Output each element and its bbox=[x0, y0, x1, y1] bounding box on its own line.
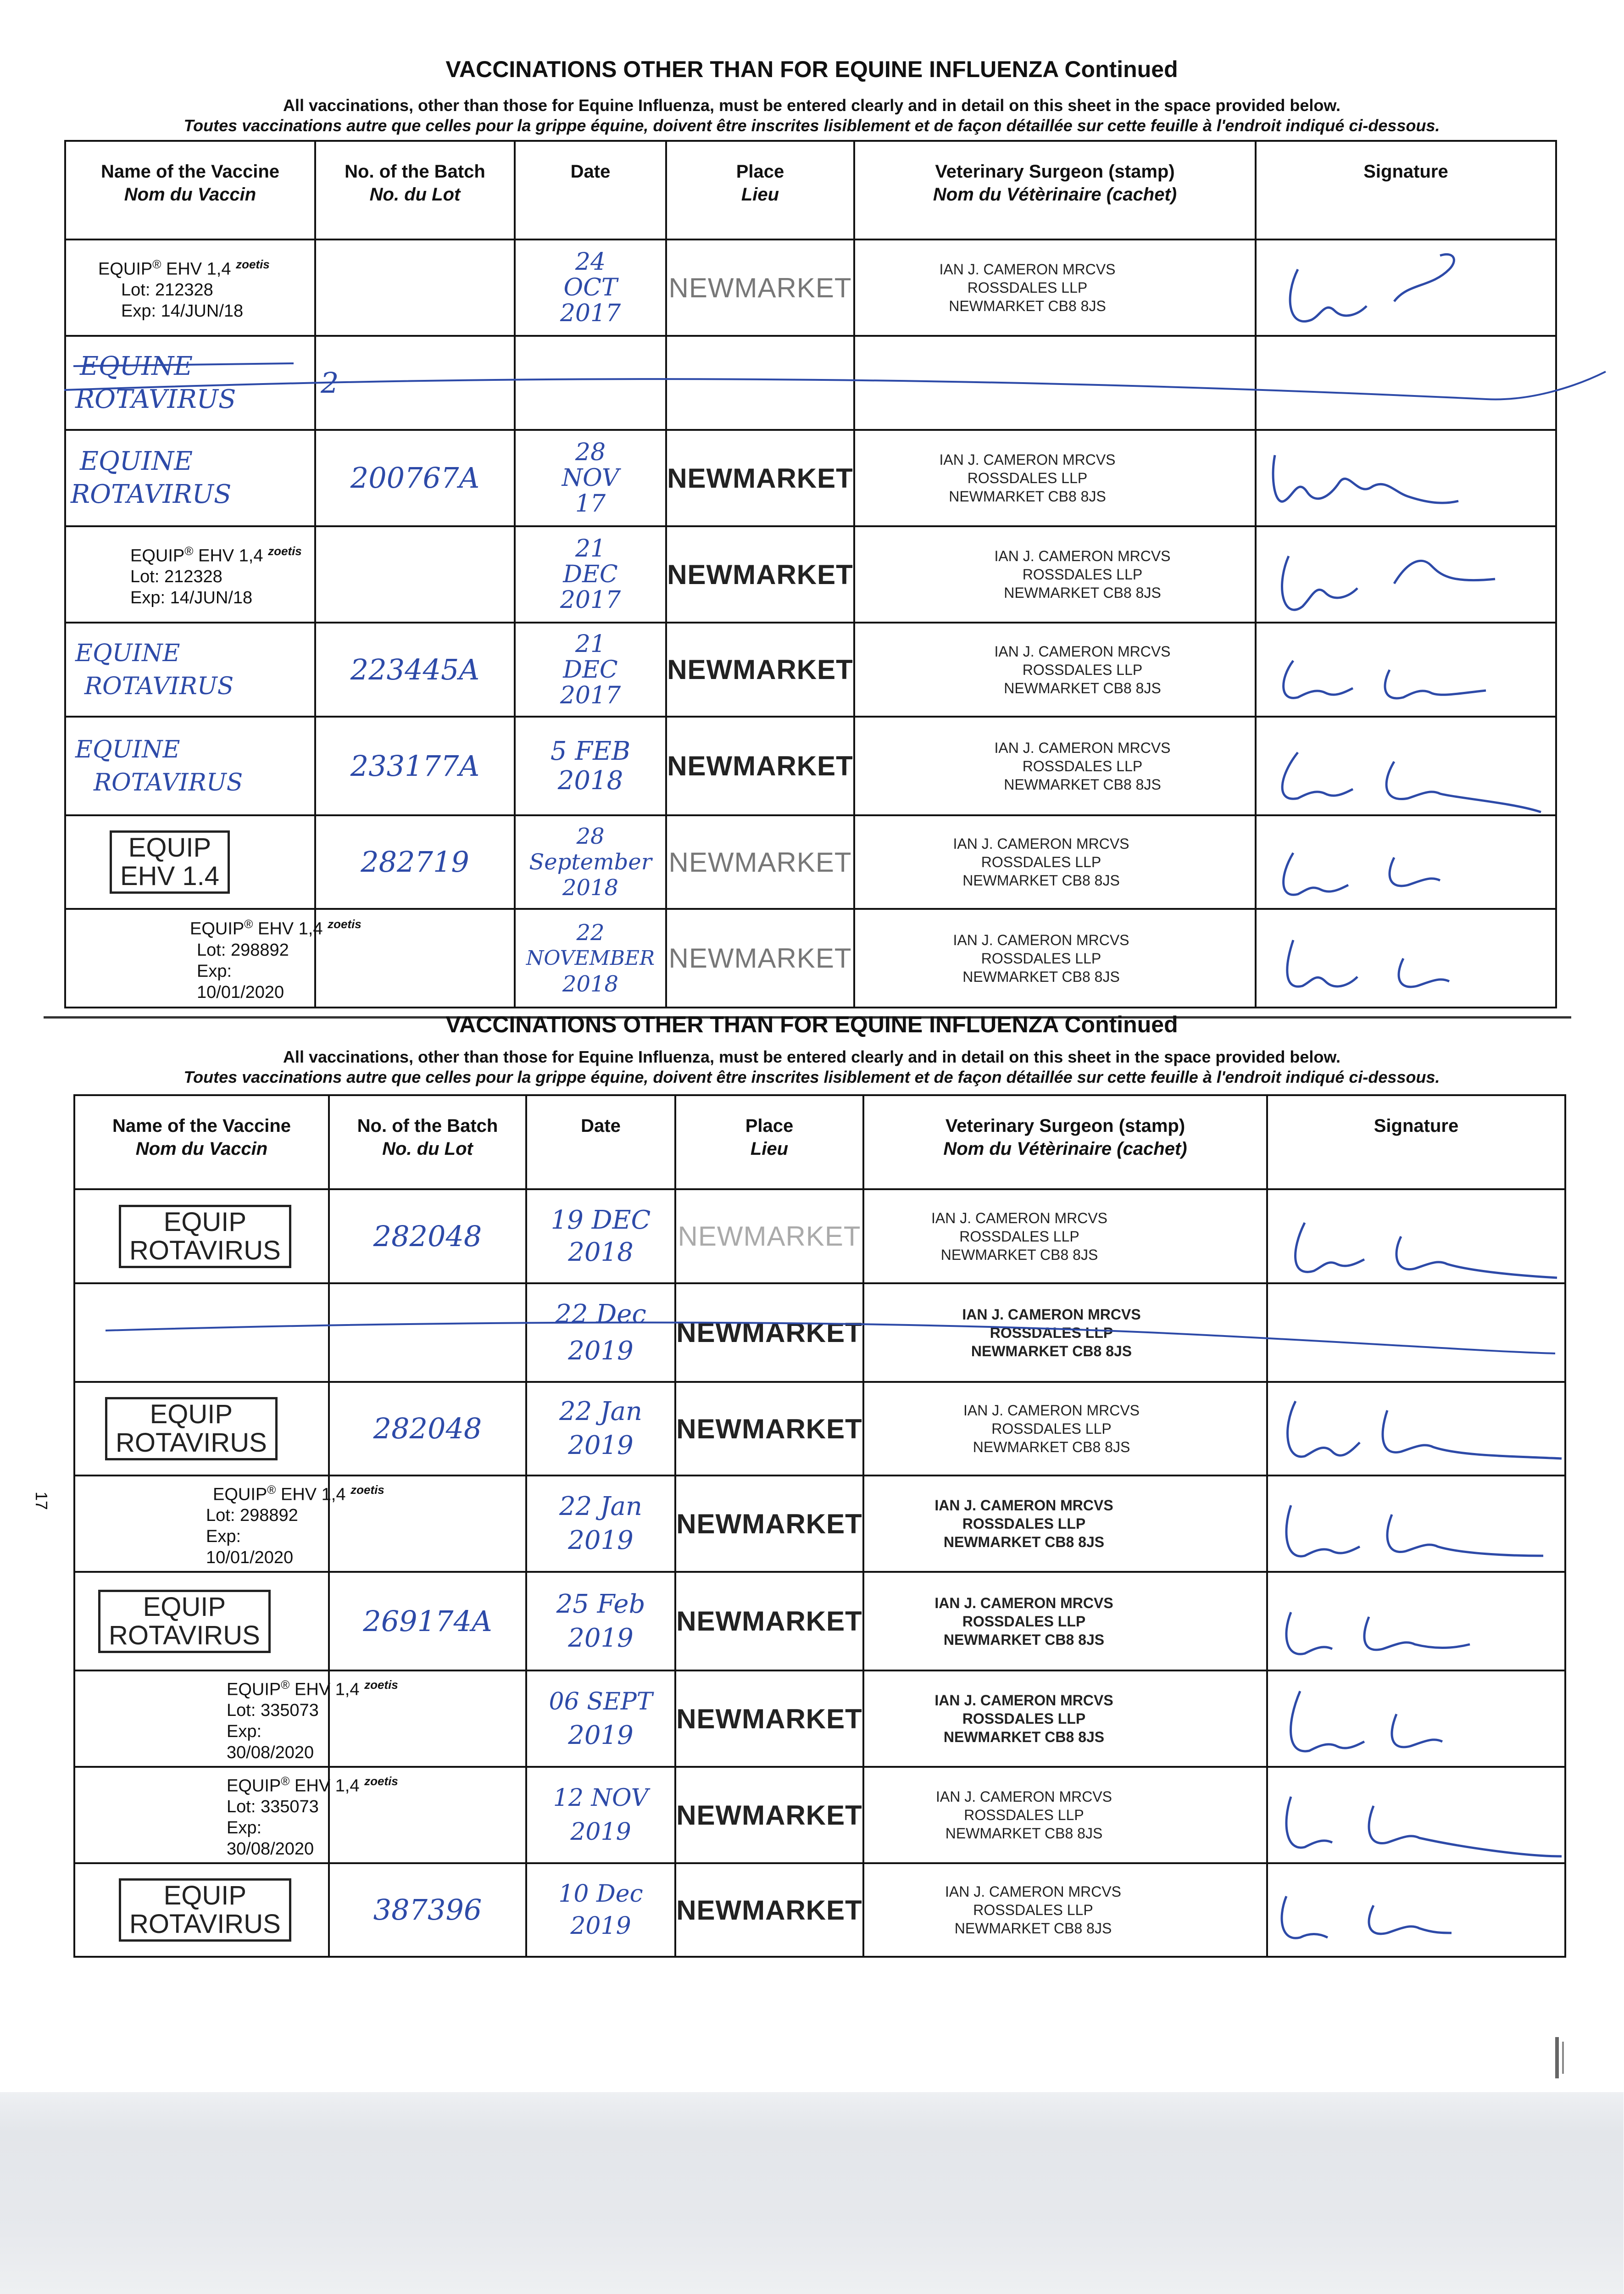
batch-cell bbox=[315, 909, 515, 1008]
signature-mark bbox=[1257, 242, 1550, 334]
signature-mark bbox=[1257, 720, 1550, 812]
table-row bbox=[74, 1767, 1565, 1863]
place-cell: NEWMARKET bbox=[666, 909, 854, 1008]
place-cell: NEWMARKET bbox=[675, 1189, 863, 1283]
signature-mark bbox=[1268, 1864, 1562, 1956]
col-date-header: Date bbox=[515, 141, 666, 239]
signature-cell bbox=[1267, 1767, 1565, 1863]
vaccine-cell: EQUINE ROTAVIRUS bbox=[65, 717, 315, 815]
table-row bbox=[74, 1572, 1565, 1670]
signature-cell bbox=[1256, 526, 1556, 623]
vet-stamp-cell: IAN J. CAMERON MRCVS ROSSDALES LLP NEWMARKET CB8 8JS bbox=[863, 1863, 1267, 1957]
vaccination-table-2 bbox=[73, 1094, 1566, 1958]
vaccine-stamp: EQUIP ROTAVIRUS bbox=[98, 1590, 271, 1653]
vaccine-cell: EQUINE ROTAVIRUS bbox=[65, 430, 315, 526]
place-cell: NEWMARKET bbox=[666, 239, 854, 336]
signature-mark bbox=[1257, 816, 1550, 908]
batch-cell bbox=[329, 1767, 526, 1863]
table-row bbox=[65, 526, 1556, 623]
date-cell: 21 DEC 2017 bbox=[515, 623, 666, 717]
page-title: VACCINATIONS OTHER THAN FOR EQUINE INFLUENZA Continued bbox=[445, 56, 1178, 82]
signature-mark bbox=[1257, 529, 1550, 620]
date-cell: 24 OCT 2017 bbox=[515, 239, 666, 336]
vet-stamp-cell: IAN J. CAMERON MRCVS ROSSDALES LLP NEWMARKET CB8 8JS bbox=[854, 623, 1256, 717]
col-date-header: Date bbox=[526, 1095, 675, 1189]
batch-cell: 282048 bbox=[329, 1189, 526, 1283]
col-vaccine-header: Name of the Vaccine Nom du Vaccin bbox=[65, 141, 315, 239]
date-cell: 28 September 2018 bbox=[515, 815, 666, 909]
signature-cell bbox=[1267, 1189, 1565, 1283]
signature-cell bbox=[1256, 909, 1556, 1008]
col-vet-header: Veterinary Surgeon (stamp) Nom du Vétèrinaire (cachet) bbox=[854, 141, 1256, 239]
place-cell: NEWMARKET bbox=[666, 815, 854, 909]
date-cell: 22 Jan 2019 bbox=[526, 1476, 675, 1572]
col-batch-header: No. of the Batch No. du Lot bbox=[329, 1095, 526, 1189]
col-signature-header: Signature bbox=[1267, 1095, 1565, 1189]
date-cell: 5 FEB 2018 bbox=[515, 717, 666, 815]
scan-mark bbox=[1555, 2037, 1559, 2078]
vet-stamp-cell: IAN J. CAMERON MRCVS ROSSDALES LLP NEWMARKET CB8 8JS bbox=[863, 1670, 1267, 1767]
signature-cell bbox=[1256, 623, 1556, 717]
vaccine-stamp: EQUIP ROTAVIRUS bbox=[119, 1205, 291, 1268]
vet-stamp-cell: IAN J. CAMERON MRCVS ROSSDALES LLP NEWMARKET CB8 8JS bbox=[854, 909, 1256, 1008]
vaccine-cell bbox=[74, 1382, 329, 1476]
scan-shadow bbox=[0, 2092, 1624, 2294]
signature-mark bbox=[1257, 432, 1550, 524]
date-cell: 06 SEPT 2019 bbox=[526, 1670, 675, 1767]
vaccine-stamp: EQUIP EHV 1.4 bbox=[110, 830, 230, 894]
vaccine-cell: EQUIP® EHV 1,4 $^{zoetis}$ Lot: 298892 Exp: 10/01/2020 bbox=[65, 909, 315, 1008]
place-cell: NEWMARKET bbox=[666, 623, 854, 717]
vaccine-cell bbox=[74, 1863, 329, 1957]
col-vaccine-header: Name of the Vaccine Nom du Vaccin bbox=[74, 1095, 329, 1189]
place-cell: NEWMARKET bbox=[675, 1476, 863, 1572]
batch-cell: 2 bbox=[315, 336, 515, 430]
underline-stroke bbox=[73, 353, 312, 376]
page-number: 17 bbox=[32, 1491, 51, 1510]
signature-cell bbox=[1267, 1670, 1565, 1767]
vaccine-cell bbox=[65, 815, 315, 909]
vaccine-cell: EQUIP® EHV 1,4 $^{zoetis}$ Lot: 298892 Exp: 10/01/2020 bbox=[74, 1476, 329, 1572]
place-cell: NEWMARKET bbox=[675, 1863, 863, 1957]
date-cell: 25 Feb 2019 bbox=[526, 1572, 675, 1670]
batch-cell bbox=[329, 1476, 526, 1572]
place-cell: NEWMARKET bbox=[675, 1572, 863, 1670]
vet-stamp-cell: IAN J. CAMERON MRCVS ROSSDALES LLP NEWMARKET CB8 8JS bbox=[863, 1767, 1267, 1863]
signature-mark bbox=[1268, 1191, 1562, 1282]
intro-text-2 bbox=[0, 1047, 1624, 1087]
vet-stamp-cell: IAN J. CAMERON MRCVS ROSSDALES LLP NEWMARKET CB8 8JS bbox=[863, 1189, 1267, 1283]
strike-through-line bbox=[64, 340, 1624, 413]
date-cell: 21 DEC 2017 bbox=[515, 526, 666, 623]
vaccine-cell: EQUIP® EHV 1,4 $^{zoetis}$ Lot: 212328 Exp: 14/JUN/18 bbox=[65, 526, 315, 623]
col-place-header: Place Lieu bbox=[666, 141, 854, 239]
intro-french: Toutes vaccinations autre que celles pour la grippe équine, doivent être inscrites lisiblement et de façon détaillée sur cette feuille à l'endroit indiqué ci-dessous. bbox=[184, 116, 1440, 135]
vaccine-stamp: EQUIP ROTAVIRUS bbox=[119, 1878, 291, 1942]
intro-english: All vaccinations, other than those for Equine Influenza, must be entered clearly and in detail on this sheet in the space provided below. bbox=[283, 1047, 1341, 1066]
batch-cell: 233177A bbox=[315, 717, 515, 815]
batch-cell: 269174A bbox=[329, 1572, 526, 1670]
signature-mark bbox=[1268, 1769, 1562, 1861]
col-vet-header: Veterinary Surgeon (stamp) Nom du Vétèrinaire (cachet) bbox=[863, 1095, 1267, 1189]
date-cell: 12 NOV 2019 bbox=[526, 1767, 675, 1863]
date-cell: 10 Dec 2019 bbox=[526, 1863, 675, 1957]
signature-cell bbox=[1267, 1382, 1565, 1476]
table-row bbox=[74, 1863, 1565, 1957]
table-row bbox=[65, 815, 1556, 909]
vet-stamp-cell: IAN J. CAMERON MRCVS ROSSDALES LLP NEWMARKET CB8 8JS bbox=[854, 239, 1256, 336]
intro-text bbox=[0, 95, 1624, 136]
batch-cell bbox=[315, 239, 515, 336]
signature-mark bbox=[1257, 913, 1550, 1004]
signature-mark bbox=[1268, 1478, 1562, 1570]
vet-stamp-cell: IAN J. CAMERON MRCVS ROSSDALES LLP NEWMARKET CB8 8JS bbox=[863, 1283, 1267, 1382]
signature-cell bbox=[1267, 1572, 1565, 1670]
signature-cell bbox=[1267, 1476, 1565, 1572]
table-row bbox=[65, 623, 1556, 717]
batch-cell: 387396 bbox=[329, 1863, 526, 1957]
signature-mark bbox=[1257, 624, 1550, 716]
vet-stamp-cell: IAN J. CAMERON MRCVS ROSSDALES LLP NEWMARKET CB8 8JS bbox=[854, 717, 1256, 815]
table-header-row bbox=[74, 1095, 1565, 1189]
table-row bbox=[74, 1189, 1565, 1283]
signature-mark bbox=[1268, 1673, 1562, 1765]
place-cell: NEWMARKET bbox=[666, 430, 854, 526]
vaccine-cell: EQUIP® EHV 1,4 $^{zoetis}$ Lot: 335073 Exp: 30/08/2020 bbox=[74, 1670, 329, 1767]
table-row bbox=[65, 717, 1556, 815]
vet-stamp-cell: IAN J. CAMERON MRCVS ROSSDALES LLP NEWMARKET CB8 8JS bbox=[863, 1572, 1267, 1670]
signature-cell bbox=[1267, 1863, 1565, 1957]
strike-through-line bbox=[106, 1312, 1574, 1363]
vet-stamp-cell: IAN J. CAMERON MRCVS ROSSDALES LLP NEWMARKET CB8 8JS bbox=[863, 1382, 1267, 1476]
table-header-row bbox=[65, 141, 1556, 239]
vaccine-cell: EQUINE ROTAVIRUS bbox=[65, 336, 315, 430]
vaccine-stamp: EQUIP ROTAVIRUS bbox=[105, 1397, 278, 1460]
table-row bbox=[74, 1382, 1565, 1476]
table-row bbox=[65, 239, 1556, 336]
col-signature-header: Signature bbox=[1256, 141, 1556, 239]
place-cell: NEWMARKET bbox=[675, 1767, 863, 1863]
batch-cell bbox=[329, 1670, 526, 1767]
date-cell: 28 NOV 17 bbox=[515, 430, 666, 526]
place-cell: NEWMARKET bbox=[666, 526, 854, 623]
vet-stamp-cell: IAN J. CAMERON MRCVS ROSSDALES LLP NEWMARKET CB8 8JS bbox=[863, 1476, 1267, 1572]
place-cell: NEWMARKET bbox=[675, 1670, 863, 1767]
date-cell: 22 Jan 2019 bbox=[526, 1382, 675, 1476]
col-place-header: Place Lieu bbox=[675, 1095, 863, 1189]
batch-cell: 200767A bbox=[315, 430, 515, 526]
batch-cell bbox=[315, 526, 515, 623]
scan-mark bbox=[1562, 2042, 1564, 2074]
page-title-2: VACCINATIONS OTHER THAN FOR EQUINE INFLUENZA Continued bbox=[445, 1012, 1178, 1037]
date-cell: 22 NOVEMBER 2018 bbox=[515, 909, 666, 1008]
signature-cell bbox=[1256, 717, 1556, 815]
intro-english: All vaccinations, other than those for Equine Influenza, must be entered clearly and in detail on this sheet in the space provided below. bbox=[283, 96, 1341, 115]
table-row bbox=[74, 1476, 1565, 1572]
col-batch-header: No. of the Batch No. du Lot bbox=[315, 141, 515, 239]
vaccine-cell bbox=[74, 1572, 329, 1670]
batch-cell: 223445A bbox=[315, 623, 515, 717]
vaccine-cell: EQUINE ROTAVIRUS bbox=[65, 623, 315, 717]
table-row bbox=[74, 1670, 1565, 1767]
table-row bbox=[65, 909, 1556, 1008]
vaccine-cell: EQUIP® EHV 1,4 $^{zoetis}$ Lot: 335073 Exp: 30/08/2020 bbox=[74, 1767, 329, 1863]
place-cell: NEWMARKET bbox=[675, 1283, 863, 1382]
date-cell: 22 Dec 2019 bbox=[526, 1283, 675, 1382]
place-cell: NEWMARKET bbox=[666, 717, 854, 815]
vaccination-table-1 bbox=[64, 140, 1557, 1008]
date-cell: 19 DEC 2018 bbox=[526, 1189, 675, 1283]
signature-mark bbox=[1268, 1576, 1562, 1667]
intro-french: Toutes vaccinations autre que celles pour la grippe équine, doivent être inscrites lisiblement et de façon détaillée sur cette feuille à l'endroit indiqué ci-dessous. bbox=[184, 1068, 1440, 1086]
vet-stamp-cell: IAN J. CAMERON MRCVS ROSSDALES LLP NEWMARKET CB8 8JS bbox=[854, 815, 1256, 909]
signature-cell bbox=[1256, 430, 1556, 526]
signature-cell bbox=[1256, 239, 1556, 336]
vaccine-cell: EQUIP® EHV 1,4 $^{zoetis}$ Lot: 212328 Exp: 14/JUN/18 bbox=[65, 239, 315, 336]
table-row bbox=[65, 430, 1556, 526]
signature-cell bbox=[1256, 815, 1556, 909]
vaccine-cell bbox=[74, 1189, 329, 1283]
vet-stamp-cell: IAN J. CAMERON MRCVS ROSSDALES LLP NEWMARKET CB8 8JS bbox=[854, 430, 1256, 526]
batch-cell: 282719 bbox=[315, 815, 515, 909]
vet-stamp-cell: IAN J. CAMERON MRCVS ROSSDALES LLP NEWMARKET CB8 8JS bbox=[854, 526, 1256, 623]
place-cell: NEWMARKET bbox=[675, 1382, 863, 1476]
batch-cell: 282048 bbox=[329, 1382, 526, 1476]
signature-mark bbox=[1268, 1383, 1562, 1475]
